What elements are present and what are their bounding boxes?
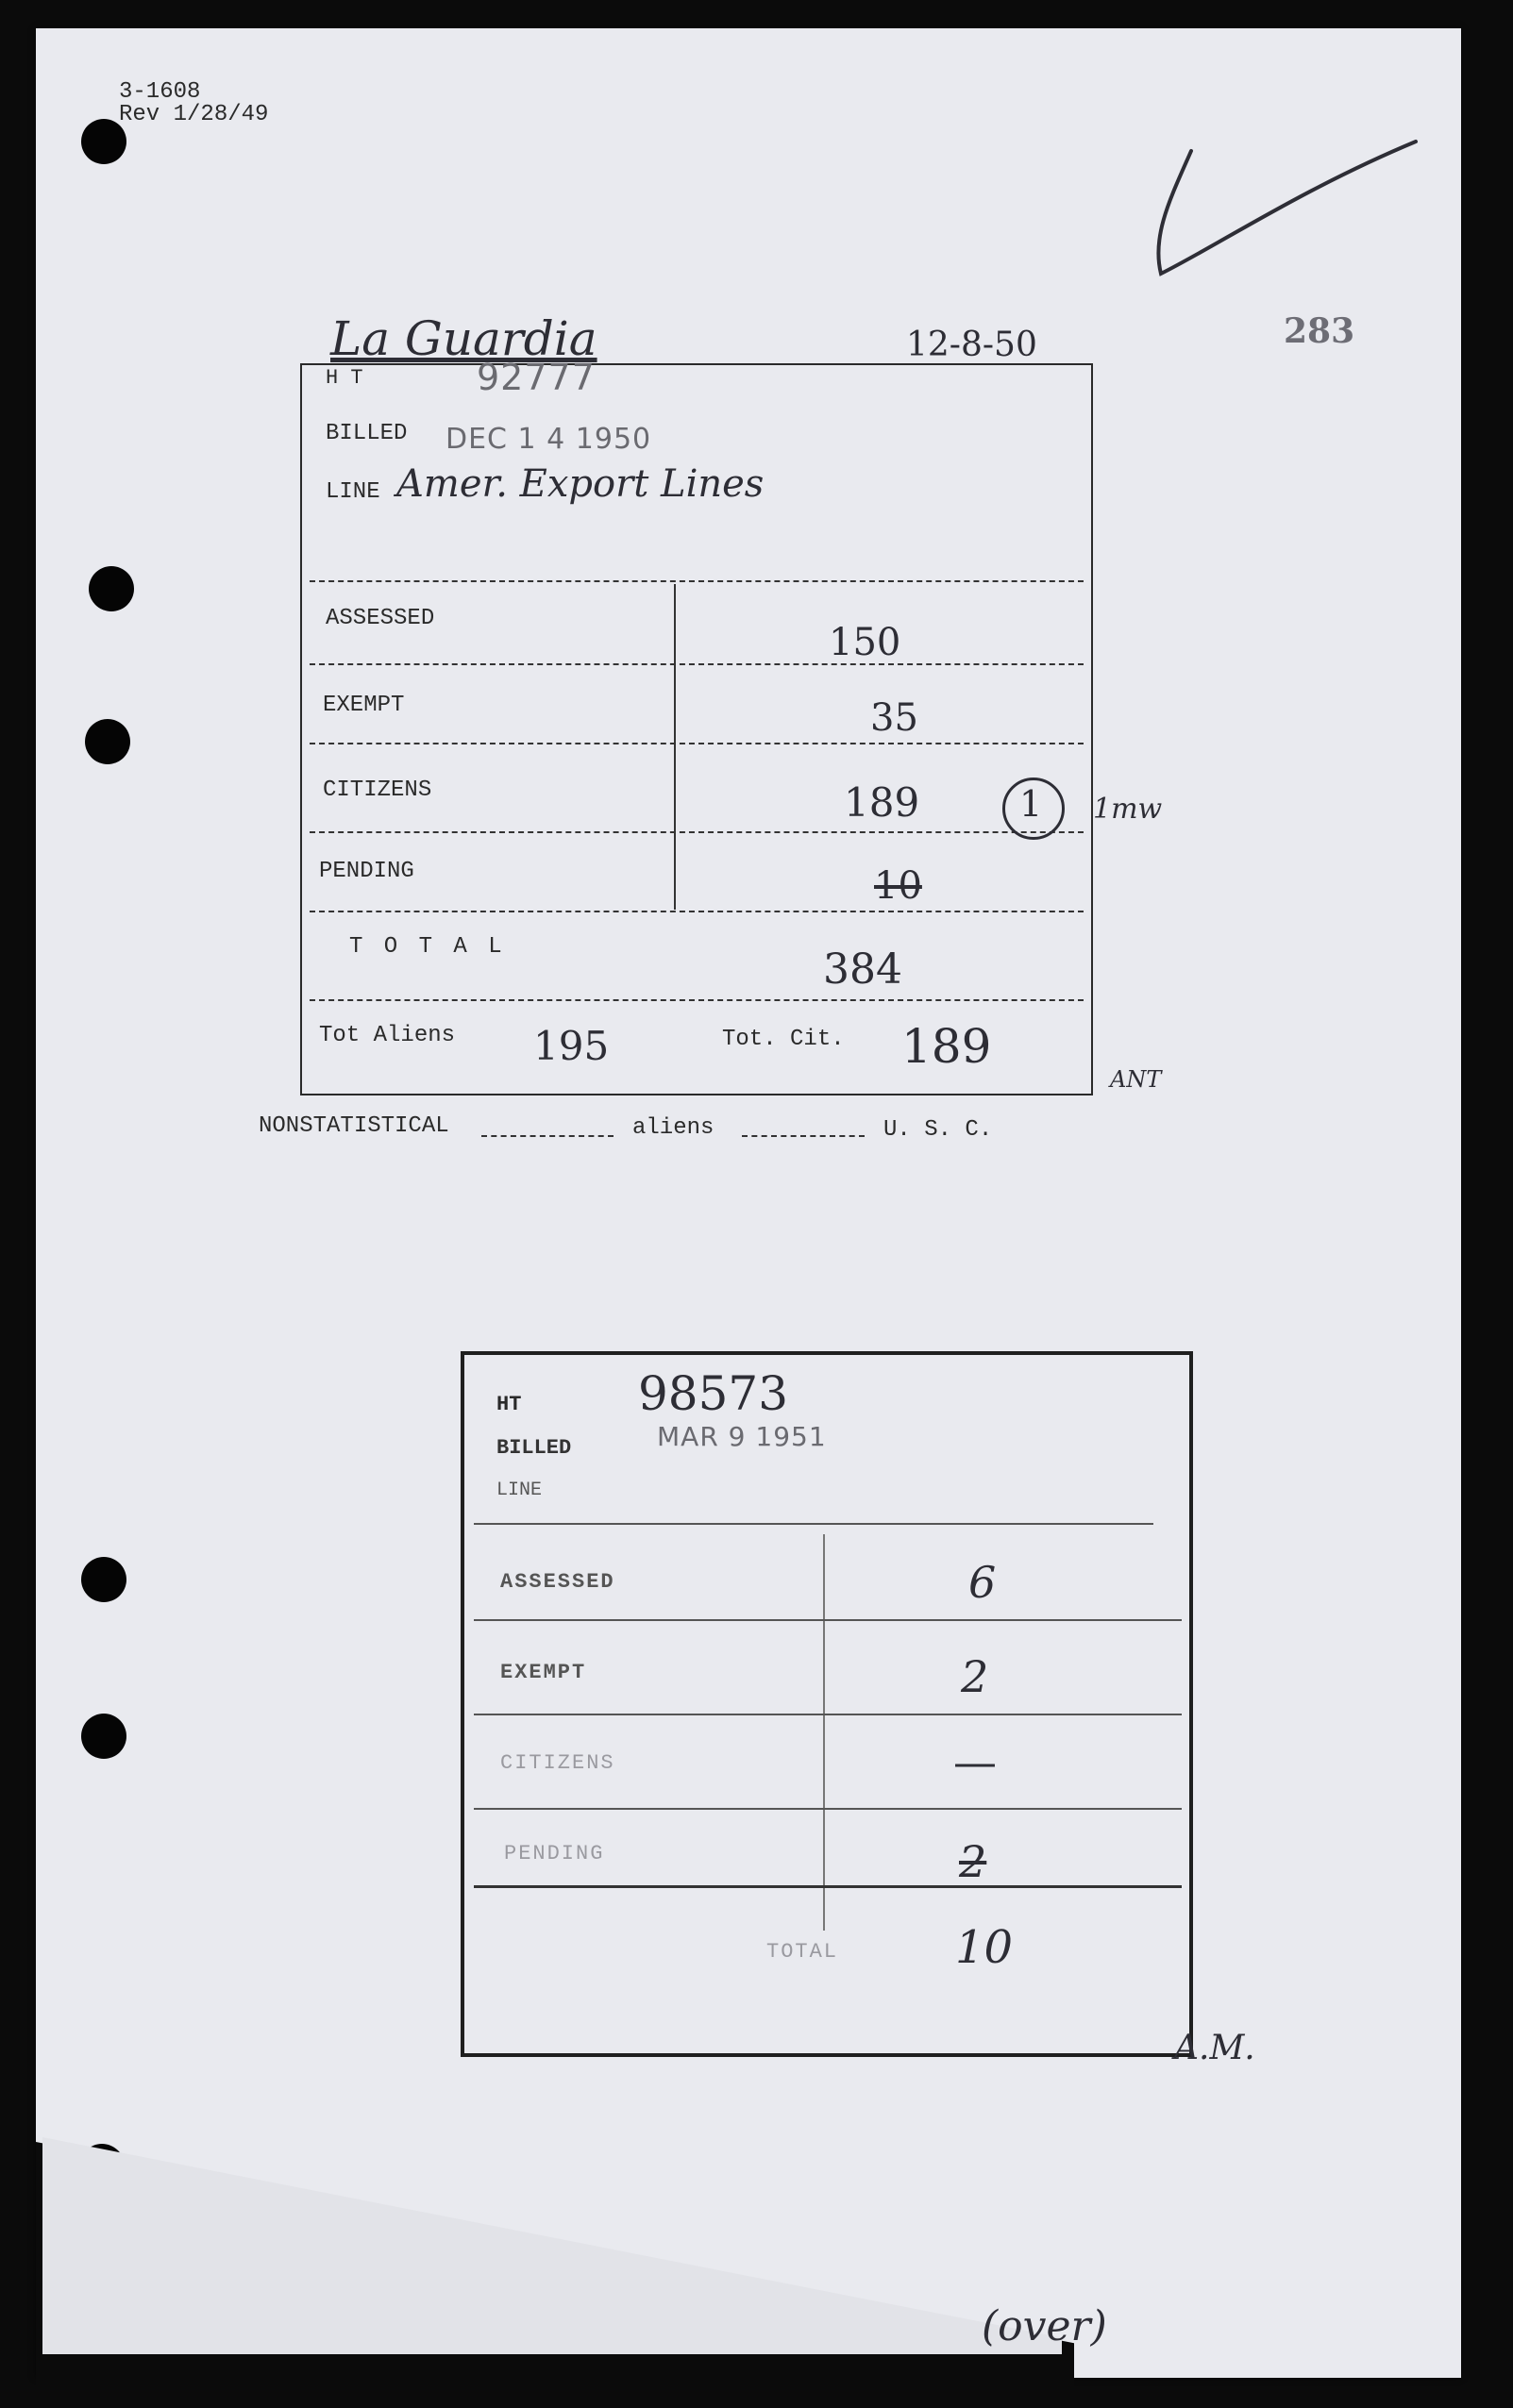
form-number: 3-1608	[119, 79, 201, 105]
initials-ant: ANT	[1110, 1066, 1162, 1093]
citizens-value: 189	[844, 779, 920, 826]
total-label-2: TOTAL	[766, 1940, 839, 1964]
tot-aliens-label: Tot Aliens	[319, 1023, 456, 1048]
initials-am: A.M.	[1174, 2029, 1255, 2067]
billed-label-2: BILLED	[496, 1436, 572, 1460]
form-revision: Rev 1/28/49	[119, 102, 269, 127]
tot-cit-label: Tot. Cit.	[722, 1027, 845, 1052]
assessed-value-2: 6	[968, 1557, 997, 1608]
assessed-label-2: ASSESSED	[500, 1570, 615, 1594]
billed-date-stamp-2: MAR 9 1951	[657, 1421, 827, 1452]
total-label: T O T A L	[349, 934, 506, 960]
citizens-side-note: 1mw	[1093, 793, 1163, 826]
line-value-handwritten: Amer. Export Lines	[396, 462, 765, 506]
exempt-value-2: 2	[961, 1651, 989, 1702]
pending-label: PENDING	[319, 859, 414, 884]
location-handwritten: La Guardia	[330, 311, 597, 366]
assessed-value: 150	[829, 621, 901, 664]
nonstatistical-aliens-label: aliens	[632, 1115, 714, 1141]
pending-value: 10	[874, 864, 922, 908]
page-number: 283	[1284, 311, 1355, 351]
pending-label-2: PENDING	[504, 1842, 605, 1865]
billed-date-stamp: DEC 1 4 1950	[445, 423, 652, 456]
ht-label-2: HT	[496, 1393, 522, 1416]
citizens-value-2: —	[953, 1736, 997, 1787]
exempt-value: 35	[870, 696, 918, 740]
nonstatistical-aliens-blank	[481, 1135, 614, 1137]
billed-label: BILLED	[326, 421, 408, 446]
nonstatistical-usc-label: U. S. C.	[883, 1117, 993, 1143]
nonstatistical-usc-blank	[742, 1135, 865, 1137]
exempt-label: EXEMPT	[323, 693, 405, 718]
tot-cit-value: 189	[901, 1019, 992, 1074]
tot-aliens-value: 195	[533, 1023, 610, 1069]
line-label-2: LINE	[496, 1480, 543, 1501]
pending-value-2: 2	[959, 1836, 987, 1887]
citizens-label: CITIZENS	[323, 778, 432, 803]
total-value: 384	[823, 945, 902, 994]
over-note: (over)	[982, 2302, 1107, 2350]
date-handwritten: 12-8-50	[906, 326, 1037, 364]
punch-hole	[81, 1714, 126, 1759]
punch-hole	[81, 1557, 126, 1602]
ht-label: H T	[326, 366, 363, 390]
ht-number-stamp: 92777	[477, 357, 596, 398]
punch-hole	[85, 719, 130, 764]
citizens-label-2: CITIZENS	[500, 1751, 615, 1775]
citizens-circled-value: 1	[1019, 783, 1043, 825]
assessed-label: ASSESSED	[326, 606, 435, 631]
exempt-label-2: EXEMPT	[500, 1661, 587, 1684]
line-label: LINE	[326, 479, 380, 505]
ht-number-handwritten-2: 98573	[638, 1366, 789, 1421]
check-mark-icon	[1142, 132, 1425, 283]
punch-hole	[89, 566, 134, 611]
nonstatistical-label: NONSTATISTICAL	[259, 1113, 449, 1139]
total-value-2: 10	[955, 1921, 1014, 1974]
